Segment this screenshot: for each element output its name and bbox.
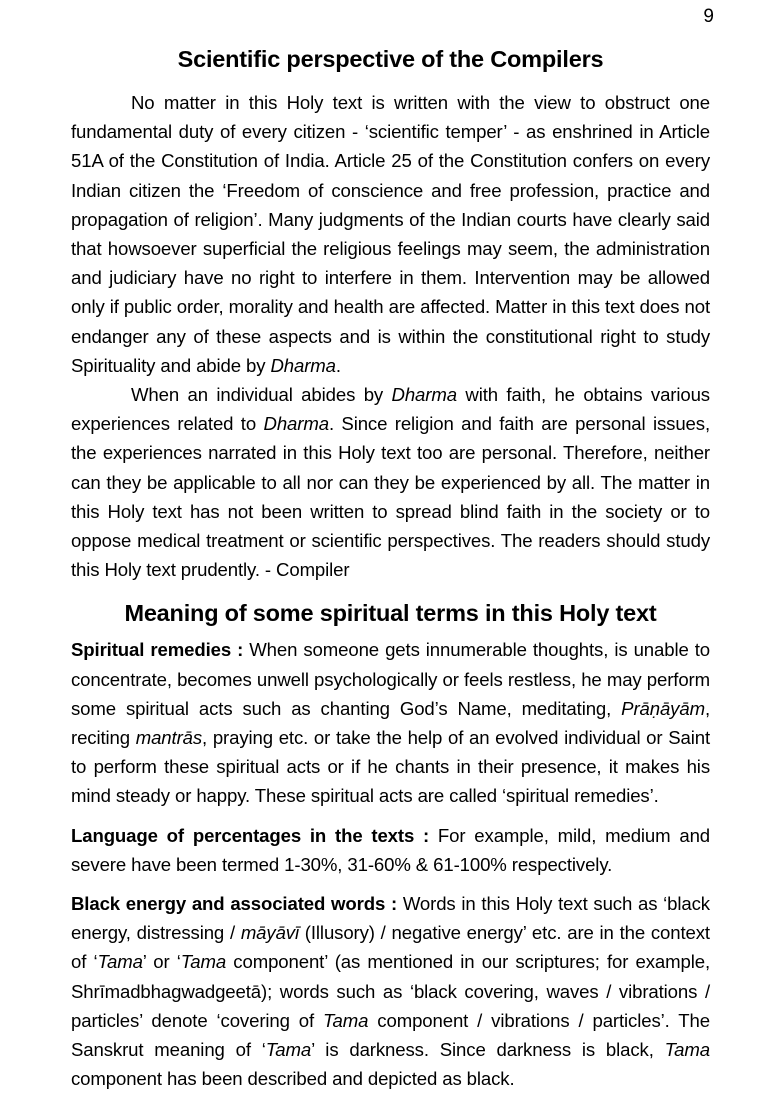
term-text: When someone gets innumerable thoughts, is unable to concentrate, becomes unwell psychologically or feels restless, he may perform some spiritual acts such as chanting God’s Name, meditating, [71,639,710,719]
term-entry-language-of-percentages [71,821,710,879]
term-text-tail: , praying etc. or take the help of an evolved individual or Saint to perform these spiritual acts or if he chants in their presence, it makes his mind steady or happy. These spiritual acts are called ‘spiritual remedies’. [71,727,710,807]
italic-term-dharma: Dharma [270,354,336,376]
term-text: component / vibrations / particles’. The Sanskrut meaning of ‘ [71,1009,710,1061]
italic-term-tama: Tama [97,951,143,973]
paragraph-text: When an individual abides by [131,384,392,406]
term-text: Words in this Holy text such as ‘black energy, distressing / [71,893,710,944]
paragraph-text-tail: . [335,354,341,376]
paragraph-text: with faith, he obtains various experiences related to [71,384,710,435]
italic-term-tama: Tama [664,1039,710,1061]
italic-term-tama: Tama [265,1039,312,1061]
term-text: (Illusory) / negative energy’ etc. are in the context of ‘ [71,922,710,973]
term-label-spiritual-remedies: Spiritual remedies : [71,639,244,661]
section-heading-scientific-perspective-wrap [71,44,710,74]
paragraph-text-tail: . Since religion and faith are personal issues, the experiences narrated in this Holy text too are personal. Therefore, neither can they be applicable to all nor can they be experienced by all. The matter in this Holy text has not been written to spread blind faith in the society or to oppose medical treatment or scientific perspectives. The readers should study this Holy text prudently. - Compiler [71,413,711,581]
italic-term-tama: Tama [180,951,227,973]
term-text-tail: component has been described and depicted as black. [71,1068,515,1090]
paragraph-scientific-perspective-2 [71,380,710,584]
section-heading-meaning-of-terms: Meaning of some spiritual terms in this Holy text [124,600,657,627]
italic-term-dharma: Dharma [263,413,329,435]
term-text: ’ is darkness. Since darkness is black, [311,1039,665,1061]
italic-term-mantras: mantrās [135,727,203,749]
term-label-language-of-percentages: Language of percentages in the texts : [71,824,430,846]
italic-term-tama: Tama [323,1009,369,1031]
page-content [71,44,710,1094]
section-heading-meaning-of-terms-wrap [71,598,710,628]
term-entry-black-energy [71,889,710,1093]
paragraph-scientific-perspective-1 [71,88,710,380]
term-entry-spiritual-remedies [71,635,710,810]
page-number: 9 [703,6,714,27]
italic-term-pranayam: Prāṇāyām [621,697,705,719]
italic-term-dharma: Dharma [391,384,457,406]
term-label-black-energy: Black energy and associated words : [71,893,398,915]
term-text: component’ (as mentioned in our scriptures; for example, Shrīmadbhagwadgeetā); words such as ‘black covering, waves / vibrations / particles’ denote ‘covering of [71,951,710,1031]
italic-term-mayavi: māyāvī [240,922,299,944]
term-text: ’ or ‘ [142,951,181,973]
term-text: , reciting [71,697,710,749]
paragraph-text: No matter in this Holy text is written with the view to obstruct one fundamental duty of every citizen - ‘scientific temper’ - as enshrined in Article 51A of the Constitution of India. Article 25 of the Constitution confers on every Indian citizen the ‘Freedom of conscience and free profession, practice and propagation of religion’. Many judgments of the Indian courts have clearly said that howsoever superficial the religious feelings may seem, the administration and judiciary have no right to interfere in them. Intervention may be allowed only if public order, morality and health are affected. Matter in this text does not endanger any of these aspects and is within the constitutional right to study Spirituality and abide by [71,92,710,376]
section-heading-scientific-perspective: Scientific perspective of the Compilers [177,46,604,72]
term-text: For example, mild, medium and severe have been termed 1-30%, 31-60% & 61-100% respectively. [71,824,711,875]
